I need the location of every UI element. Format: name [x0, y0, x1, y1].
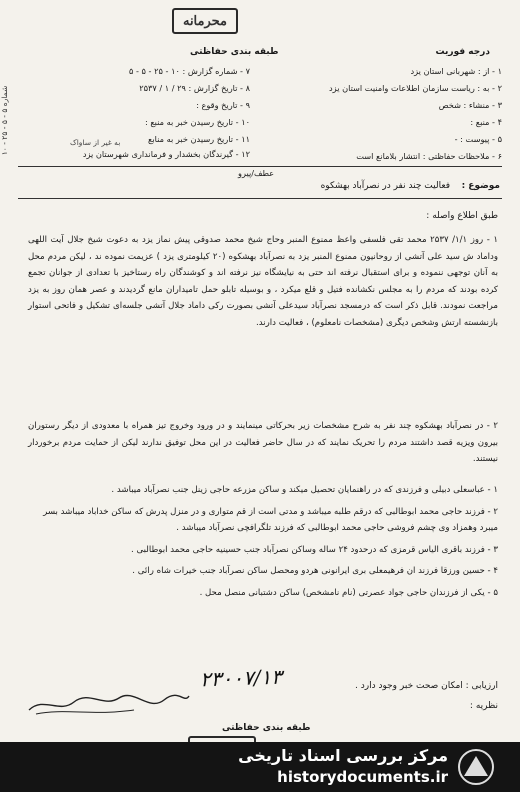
attachment-field: ۵ - پیوست : - — [454, 134, 502, 144]
classification-stamp-top — [172, 8, 238, 34]
assessment-line: ارزیابی : امکان صحت خبر وجود دارد . — [355, 681, 498, 691]
subject-label: موضوع : — [461, 181, 500, 191]
handwritten-signature — [24, 686, 194, 720]
event-date-field: ۹ - تاریخ وقوع : — [196, 100, 250, 110]
archive-name: مرکز بررسی اسناد تاریخی — [238, 746, 448, 765]
archive-logo — [456, 748, 496, 786]
security-note-field: ۶ - ملاحظات حفاظتی : انتشار بلامانع است — [356, 151, 502, 161]
archive-banner — [0, 742, 520, 792]
archive-url[interactable]: historydocuments.ir — [277, 768, 448, 786]
margin-note-2: به غیر از ساواک — [70, 138, 121, 147]
intro-line: طبق اطلاع واصله : — [426, 211, 498, 221]
sources-date-field: ۱۱ - تاریخ رسیدن خبر به منابع — [148, 134, 250, 144]
classification-label-top: طبقه بندی حفاظتی — [190, 47, 279, 57]
from-field: ۱ - از : شهربانی استان یزد — [410, 66, 502, 76]
opinion-line: نظریه : — [469, 701, 498, 711]
to-field: ۲ - به : ریاست سازمان اطلاعات وامنیت استان یزد — [329, 83, 502, 93]
list-item: ۱ - عباسعلی دبیلی و فرزندی که در راهنمایان تحصیل میکند و ساکن مزرعه حاجی زینل جنب نصرآباد میباشد . — [111, 485, 498, 495]
classification-label-bottom: طبقه بندی حفاظتی — [222, 723, 311, 733]
report-number-field: ۷ - شماره گزارش : ۱۰ - ۲۵ - ۵ - ۵ — [128, 66, 250, 76]
header-left-fields — [20, 66, 250, 160]
reference-label: عطف/پیرو — [238, 168, 275, 178]
subject-value: فعالیت چند نفر در نصرآباد بهشکوه — [320, 181, 450, 191]
urgency-label: درجه فوریت — [435, 47, 490, 57]
header-divider — [18, 166, 502, 167]
news-date-field: ۱۰ - تاریخ رسیدن خبر به منبع : — [144, 117, 250, 127]
list-item: ۳ - فرزند باقری الیاس قرمزی که درحدود ۲۴ ساله وساکن نصرآباد جنب حسینیه حاجی محمد ابوطالبی . — [131, 544, 498, 555]
header-right-fields — [242, 66, 502, 162]
items-list — [28, 482, 498, 601]
list-item: ۴ - حسین ورزقا فرزند ان فرهیمعلی بری ایرانونی هردو ومحصل ساکن نصرآباد جنب خیرات شاه رائی . — [132, 566, 498, 576]
paragraph-2: ۲ - در نصرآباد بهشکوه چند نفر به شرح مشخصات زیر بحرکاتی مینمایند و در ورود وخروج تیز همراه با معدودی از دیگر رستوران بیرون ویزیه قصد داشتند مردم را تحریک نمایند که در سال حاضر فعالیت در این محل توفیق ندارند لیکن از حمایت مردم برخوردار نیستند. — [28, 421, 498, 464]
report-date-field: ۸ - تاریخ گزارش : ۲۹ / ۱ / ۲۵۳۷ — [139, 83, 250, 93]
handwritten-number: ۲۳۰۰۷/۱۳ — [199, 664, 283, 692]
recipients-field: ۱۲ - گیرندگان بخشدار و فرمانداری شهرستان یزد — [82, 149, 250, 159]
subject-divider — [18, 198, 502, 199]
origin-field: ۳ - منشاء : شخص — [438, 100, 502, 110]
paragraph-1: ۱ - روز ۱/۱/ ۲۵۳۷ محمد تقی فلسفی واعظ ممنوع المنبر وحاج شیخ محمد صدوقی پیش نماز یزد به دعوت شیخ جلال آیت اللهی وداماد ش سید علی آتشی از روحانیون ممنوع المنبر یزد به نصرآباد بهشکوه (۲۰ کیلومتری یزد ) عزیمت نموده ند ، لیکن مردم محل به آنان توجهی ننموده و برای استقبال نرفته اند حتی به نیایشگاه نیز نرفته اند و کوشندگان راه رستاخیز با تعدادی از جوانان تجمع کرده بودند که مردم را به مجلس نکشانده فتیل و قلع میکرد ، و بوسیله تابلو حمل تامیداران مانع گردیدند و عصر همان روز به یزد مراجعت نمودند. قابل ذکر است که درمسجد نصرآباد سیدعلی آتشی بصورت رکی داماد جلال آتشی جلسه‌ای تشکیل و فاتحی استوار بازنشسته ارتش وشخص دیگری (مشخصات نامعلوم) ، فعالیت دارند. — [28, 235, 498, 328]
source-field: ۴ - منبع : — [470, 117, 502, 127]
stamp-text: محرمانه — [182, 13, 228, 29]
list-item: ۵ - یکی از فرزندان حاجی جواد عصرتی (نام نامشخص) ساکن دشتبانی منصل محل . — [199, 587, 498, 598]
list-item: ۲ - فرزند حاجی محمد ابوطالبی که درقم طلبه میباشد و مدتی است از قم متواری و در منزل پدرش که ساکن خداباد میباشد بسر میبرد وهمزاد وی چشم فروشی حاجی محمد ابوطالبی که فرزند تلگرافچی نصرآباد میباشد . — [43, 506, 498, 533]
vertical-margin-note: شماره ۵ - ۵ - ۲۵ - ۱۰ — [0, 85, 10, 156]
